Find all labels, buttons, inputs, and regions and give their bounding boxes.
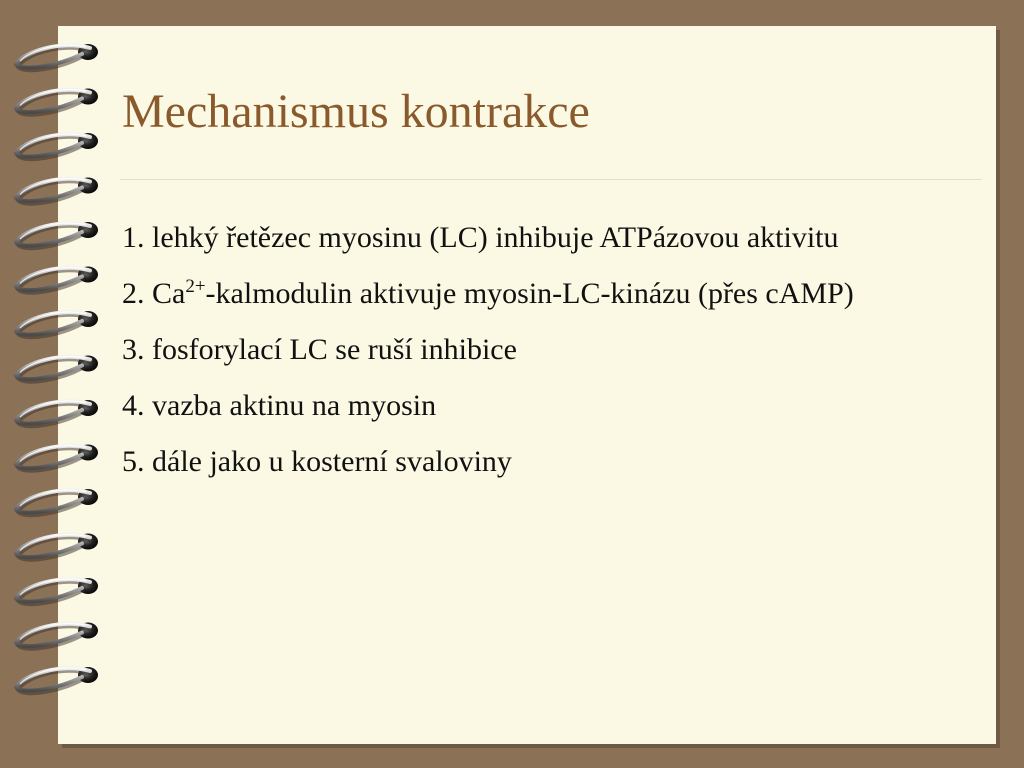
- list-item-text: 3. fosforylací LC se ruší inhibice: [122, 333, 517, 366]
- list-item: [122, 328, 982, 372]
- spiral-ring: [16, 400, 98, 426]
- list-item-text-suffix: -kalmodulin aktivuje myosin-LC-kinázu (přes cAMP): [205, 277, 854, 310]
- spiral-ring: [16, 445, 98, 471]
- spiral-ring: [16, 578, 98, 604]
- list-item: [122, 272, 982, 316]
- spiral-ring: [16, 623, 98, 649]
- spiral-ring: [16, 133, 98, 159]
- spiral-ring: [16, 222, 98, 248]
- spiral-ring: [16, 489, 98, 515]
- superscript-charge: 2+: [185, 276, 206, 297]
- spiral-ring: [16, 356, 98, 382]
- list-item-text: 1. lehký řetězec myosinu (LC) inhibuje ATPázovou aktivitu: [122, 221, 839, 254]
- list-item-text: 4. vazba aktinu na myosin: [122, 389, 437, 422]
- spiral-ring: [16, 667, 98, 693]
- list-item-text-prefix: 2. Ca: [122, 277, 186, 310]
- list-item: [122, 440, 982, 484]
- spiral-ring: [16, 178, 98, 204]
- spiral-ring: [16, 311, 98, 337]
- spiral-binding: [0, 0, 120, 768]
- list-item: [122, 384, 982, 428]
- spiral-ring: [16, 534, 98, 560]
- title-divider: [120, 179, 982, 180]
- spiral-ring: [16, 89, 98, 115]
- list-item-text: 5. dále jako u kosterní svaloviny: [122, 445, 512, 478]
- slide-title: Mechanismus kontrakce: [122, 85, 590, 138]
- bullet-list: [122, 216, 982, 496]
- spiral-ring: [16, 267, 98, 293]
- spiral-ring: [16, 44, 98, 70]
- list-item: [122, 216, 982, 260]
